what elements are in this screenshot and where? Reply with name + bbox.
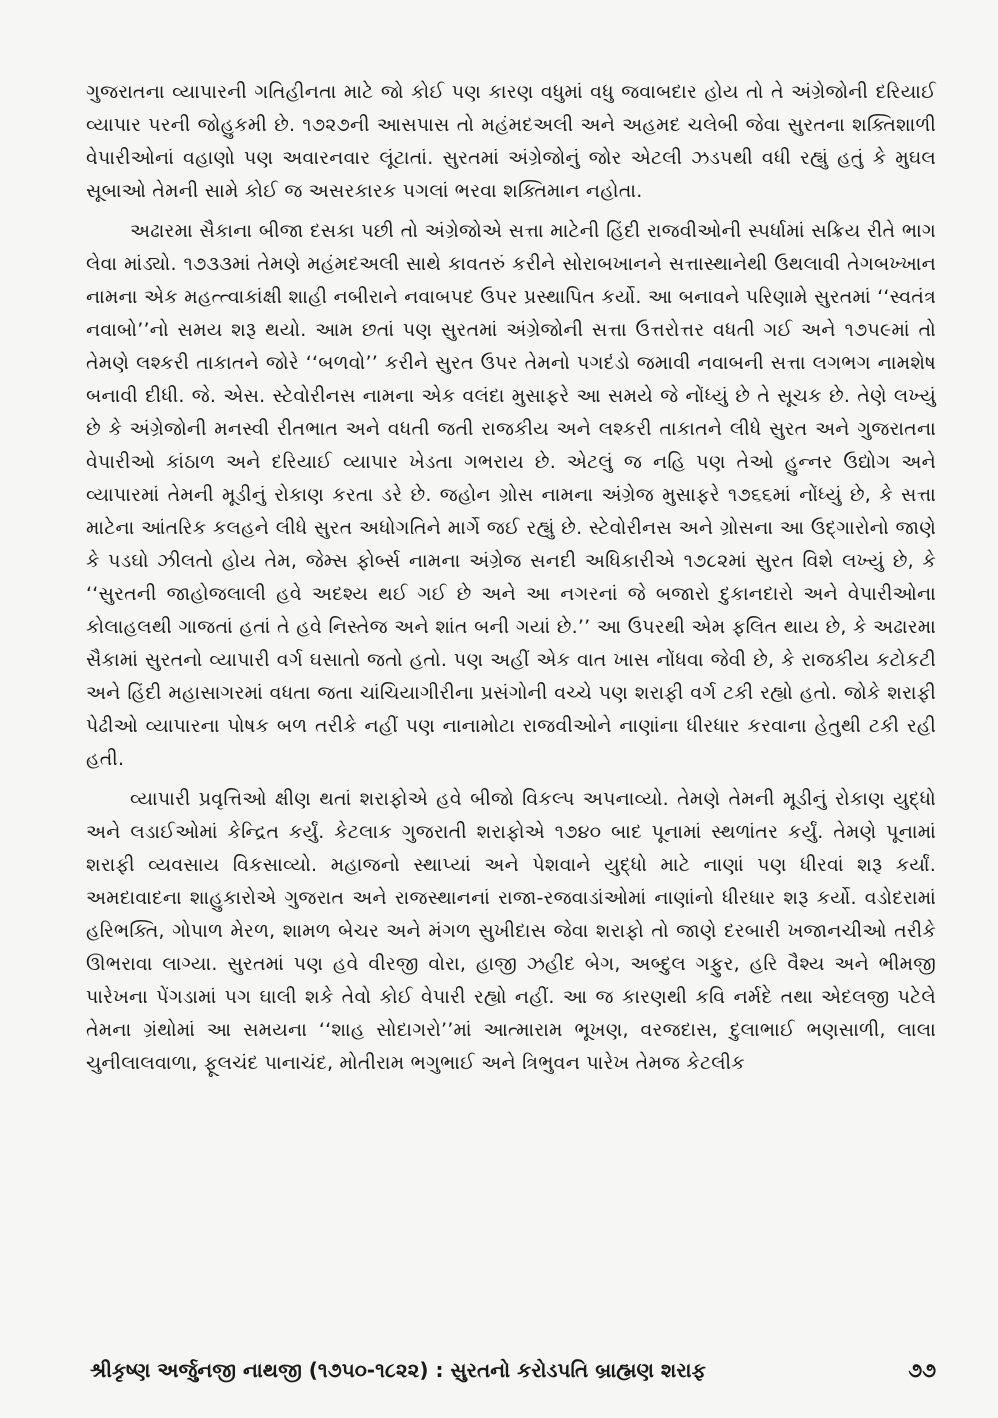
paragraph-3: વ્યાપારી પ્રવૃત્તિઓ ક્ષીણ થતાં શરાફોએ હવે બીજો વિકલ્પ અપનાવ્યો. તેમણે તેમની મૂડીનું રોકાણ યુદ્ધો અને લડાઈઓમાં કેન્દ્રિત કર્યું. કેટલાક ગુજરાતી શરાફોએ ૧૭૪૦ બાદ પૂનામાં સ્થળાંતર કર્યું. તેમણે પૂનામાં શરાફી વ્યવસાય વિકસાવ્યો. મહાજનો સ્થાપ્યાં અને પેશવાને યુદ્ધો માટે નાણાં પણ ધીરવાં શરૂ કર્યાં. અમદાવાદના શાહુકારોએ ગુજરાત અને રાજસ્થાનનાં રાજા-રજવાડાંઓમાં નાણાંનો ધીરધાર શરૂ કર્યો. વડોદરામાં હરિભક્તિ, ગોપાળ મેરળ, શામળ બેચર અને મંગળ સુખીદાસ જેવા શરાફો તો જાણે દરબારી ખજાનચીઓ તરીકે ઊભરાવા લાગ્યા. સુરતમાં પણ હવે વીરજી વોરા, હાજી ઝહીદ બેગ, અબ્દુલ ગફુર, હરિ વૈશ્ય અને ભીમજી પારેખના પેંગડામાં પગ ઘાલી શકે તેવો કોઈ વેપારી રહ્યો નહીં. આ જ કારણથી કવિ નર્મદે તથા એદલજી પટેલે તેમના ગ્રંથોમાં આ સમયના ‘‘શાહ સોદાગરો’’માં આત્મારામ ભૂખણ, વરજદાસ, દુલાભાઈ ભણસાળી, લાલા ચુનીલાલવાળા, ફૂલચંદ પાનાચંદ, મોતીરામ ભગુભાઈ અને ત્રિભુવન પારેખ તેમજ કેટલીક	[86, 788, 936, 1074]
page-body	[86, 76, 936, 1336]
page-footer	[90, 1350, 936, 1390]
paragraph-1: ગુજરાતના વ્યાપારની ગતિહીનતા માટે જો કોઈ પણ કારણ વધુમાં વધુ જવાબદાર હોય તો તે અંગ્રેજોની દરિયાઈ વ્યાપાર પરની જોહુકમી છે. ૧૭૨૭ની આસપાસ તો મહંમદઅલી અને અહમદ ચલેબી જેવા સુરતના શક્તિશાળી વેપારીઓનાં વહાણો પણ અવારનવાર લૂંટાતાં. સુરતમાં અંગ્રેજોનું જોર એટલી ઝડપથી વધી રહ્યું હતું કે મુઘલ સૂબાઓ તેમની સામે કોઈ જ અસરકારક પગલાં ભરવા શક્તિમાન નહોતા.	[86, 81, 936, 202]
page-number: ૭૭	[908, 1358, 936, 1382]
running-title: શ્રીકૃષ્ણ અર્જુનજી નાથજી (૧૭૫૦-૧૮૨૨) : સુરતનો કરોડપતિ બ્રાહ્મણ શરાફ	[90, 1358, 706, 1382]
paragraph-2: અઢારમા સૈકાના બીજા દસકા પછી તો અંગ્રેજોએ સત્તા માટેની હિંદી રાજવીઓની સ્પર્ધામાં સક્રિય રીતે ભાગ લેવા માંડ્યો. ૧૭૩૩માં તેમણે મહંમદઅલી સાથે કાવતરું કરીને સોરાબખાનને સત્તાસ્થાનેથી ઉથલાવી તેગબખ્ખાન નામના એક મહત્ત્વાકાંક્ષી શાહી નબીરાને નવાબપદ ઉપર પ્રસ્થાપિત કર્યો. આ બનાવને પરિણામે સુરતમાં ‘‘સ્વતંત્ર નવાબો’’નો સમય શરૂ થયો. આમ છતાં પણ સુરતમાં અંગ્રેજોની સત્તા ઉત્તરોત્તર વધતી ગઈ અને ૧૭૫૯માં તો તેમણે લશ્કરી તાકાતને જોરે ‘‘બળવો’’ કરીને સુરત ઉપર તેમનો પગદંડો જમાવી નવાબની સત્તા લગભગ નામશેષ બનાવી દીધી. જે. એસ. સ્ટેવોરીનસ નામના એક વલંદા મુસાફરે આ સમયે જે નોંધ્યું છે તે સૂચક છે. તેણે લખ્યું છે કે અંગ્રેજોની મનસ્વી રીતભાત અને વધતી જતી રાજકીય અને લશ્કરી તાકાતને લીધે સુરત અને ગુજરાતના વેપારીઓ કાંઠાળ અને દરિયાઈ વ્યાપાર ખેડતા ગભરાય છે. એટલું જ નહિ પણ તેઓ હુન્નર ઉદ્યોગ અને વ્યાપારમાં તેમની મૂડીનું રોકાણ કરતા ડરે છે. જહોન ગ્રોસ નામના અંગ્રેજ મુસાફરે ૧૭૬૬માં નોંધ્યું છે, કે સત્તા માટેના આંતરિક કલહને લીધે સુરત અધોગતિને માર્ગે જઈ રહ્યું છે. સ્ટેવોરીનસ અને ગ્રોસના આ ઉદ્ગારોનો જાણે કે પડઘો ઝીલતો હોય તેમ, જેમ્સ ફોર્બ્સ નામના અંગ્રેજ સનદી અધિકારીએ ૧૭૮૨માં સુરત વિશે લખ્યું છે, કે ‘‘સુરતની જાહોજલાલી હવે અદશ્ય થઈ ગઈ છે અને આ નગરનાં જે બજારો દુકાનદારો અને વેપારીઓના કોલાહલથી ગાજતાં હતાં તે હવે નિસ્તેજ અને શાંત બની ગયાં છે.’’ આ ઉપરથી એમ ફલિત થાય છે, કે અઢારમા સૈકામાં સુરતનો વ્યાપારી વર્ગ ઘસાતો જતો હતો. પણ અહીં એક વાત ખાસ નોંધવા જેવી છે, કે રાજકીય કટોકટી અને હિંદી મહાસાગરમાં વધતા જતા ચાંચિયાગીરીના પ્રસંગોની વચ્ચે પણ શરાફી વર્ગ ટકી રહ્યો હતો. જોકે શરાફી પેઢીઓ વ્યાપારના પોષક બળ તરીકે નહીં પણ નાનામોટા રાજવીઓને નાણાંના ધીરધાર કરવાના હેતુથી ટકી રહી હતી.	[86, 220, 936, 770]
